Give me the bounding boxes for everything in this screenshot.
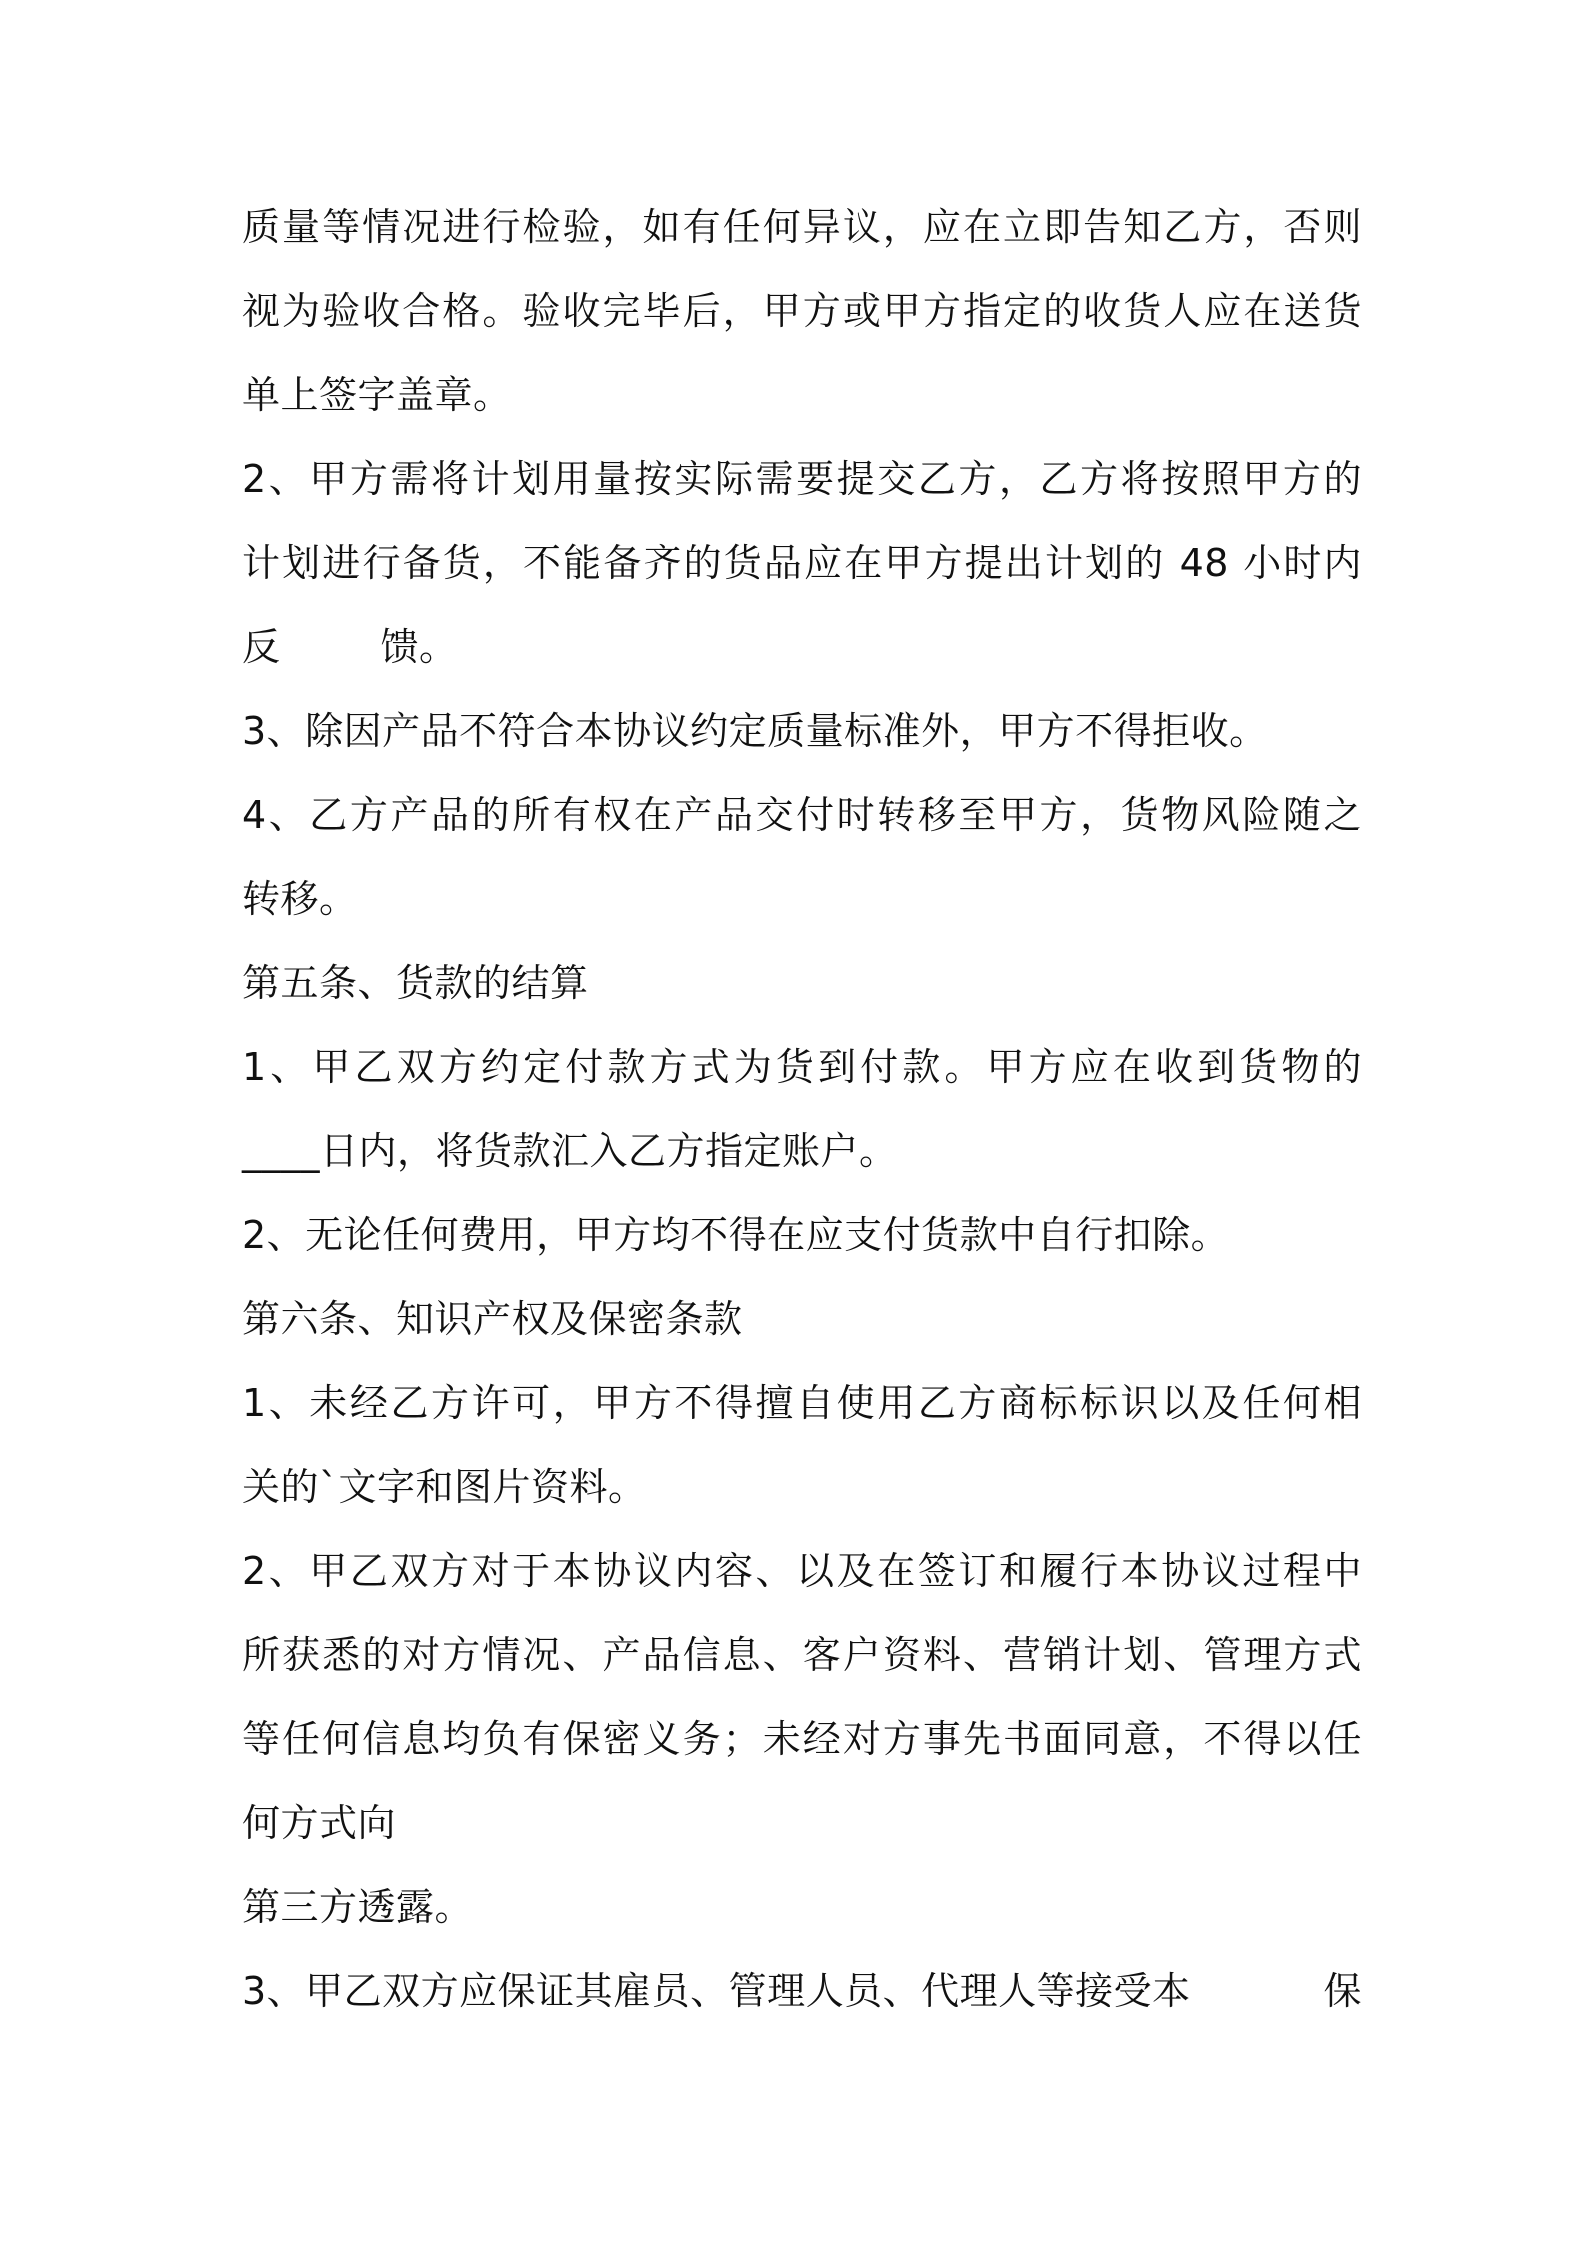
- text-line: 2、甲乙双方对于本协议内容、以及在签订和履行本协议过程中: [242, 1549, 1362, 1593]
- text-line: 视为验收合格。验收完毕后，甲方或甲方指定的收货人应在送货: [242, 289, 1362, 333]
- text-line: 2、甲方需将计划用量按实际需要提交乙方，乙方将按照甲方的: [242, 457, 1362, 501]
- section-heading: 第五条、货款的结算: [242, 961, 589, 1005]
- text-line: [242, 1961, 1362, 2021]
- text-line: 3、除因产品不符合本协议约定质量标准外，甲方不得拒收。: [242, 709, 1268, 753]
- text-line: [242, 617, 1362, 677]
- text-line: 计划进行备货，不能备齐的货品应在甲方提出计划的 48 小时内: [242, 541, 1362, 585]
- text-line: 关的`文字和图片资料。: [242, 1465, 647, 1509]
- text-line: 第三方透露。: [242, 1885, 474, 1929]
- text-line: 等任何信息均负有保密义务；未经对方事先书面同意，不得以任: [242, 1717, 1362, 1761]
- text-fragment: 3、甲乙双方应保证其雇员、管理人员、代理人等接受本: [242, 1969, 1191, 2013]
- section-heading: 第六条、知识产权及保密条款: [242, 1297, 743, 1341]
- text-fragment: 反: [242, 625, 281, 669]
- text-line: 单上签字盖章。: [242, 373, 512, 417]
- text-fragment: 馈。: [380, 625, 458, 669]
- text-fragment: 保: [1323, 1969, 1362, 2013]
- text-line: 转移。: [242, 877, 358, 921]
- text-line: 1、甲乙双方约定付款方式为货到付款。甲方应在收到货物的: [242, 1045, 1362, 1089]
- text-line: 1、未经乙方许可，甲方不得擅自使用乙方商标标识以及任何相: [242, 1381, 1362, 1425]
- text-line: 质量等情况进行检验，如有任何异议，应在立即告知乙方，否则: [242, 205, 1362, 249]
- text-line: 何方式向: [242, 1801, 397, 1845]
- text-line: 4、乙方产品的所有权在产品交付时转移至甲方，货物风险随之: [242, 793, 1362, 837]
- text-line: 2、无论任何费用，甲方均不得在应支付货款中自行扣除。: [242, 1213, 1230, 1257]
- text-line: 所获悉的对方情况、产品信息、客户资料、营销计划、管理方式: [242, 1633, 1362, 1677]
- text-line: ____日内，将货款汇入乙方指定账户。: [242, 1129, 898, 1173]
